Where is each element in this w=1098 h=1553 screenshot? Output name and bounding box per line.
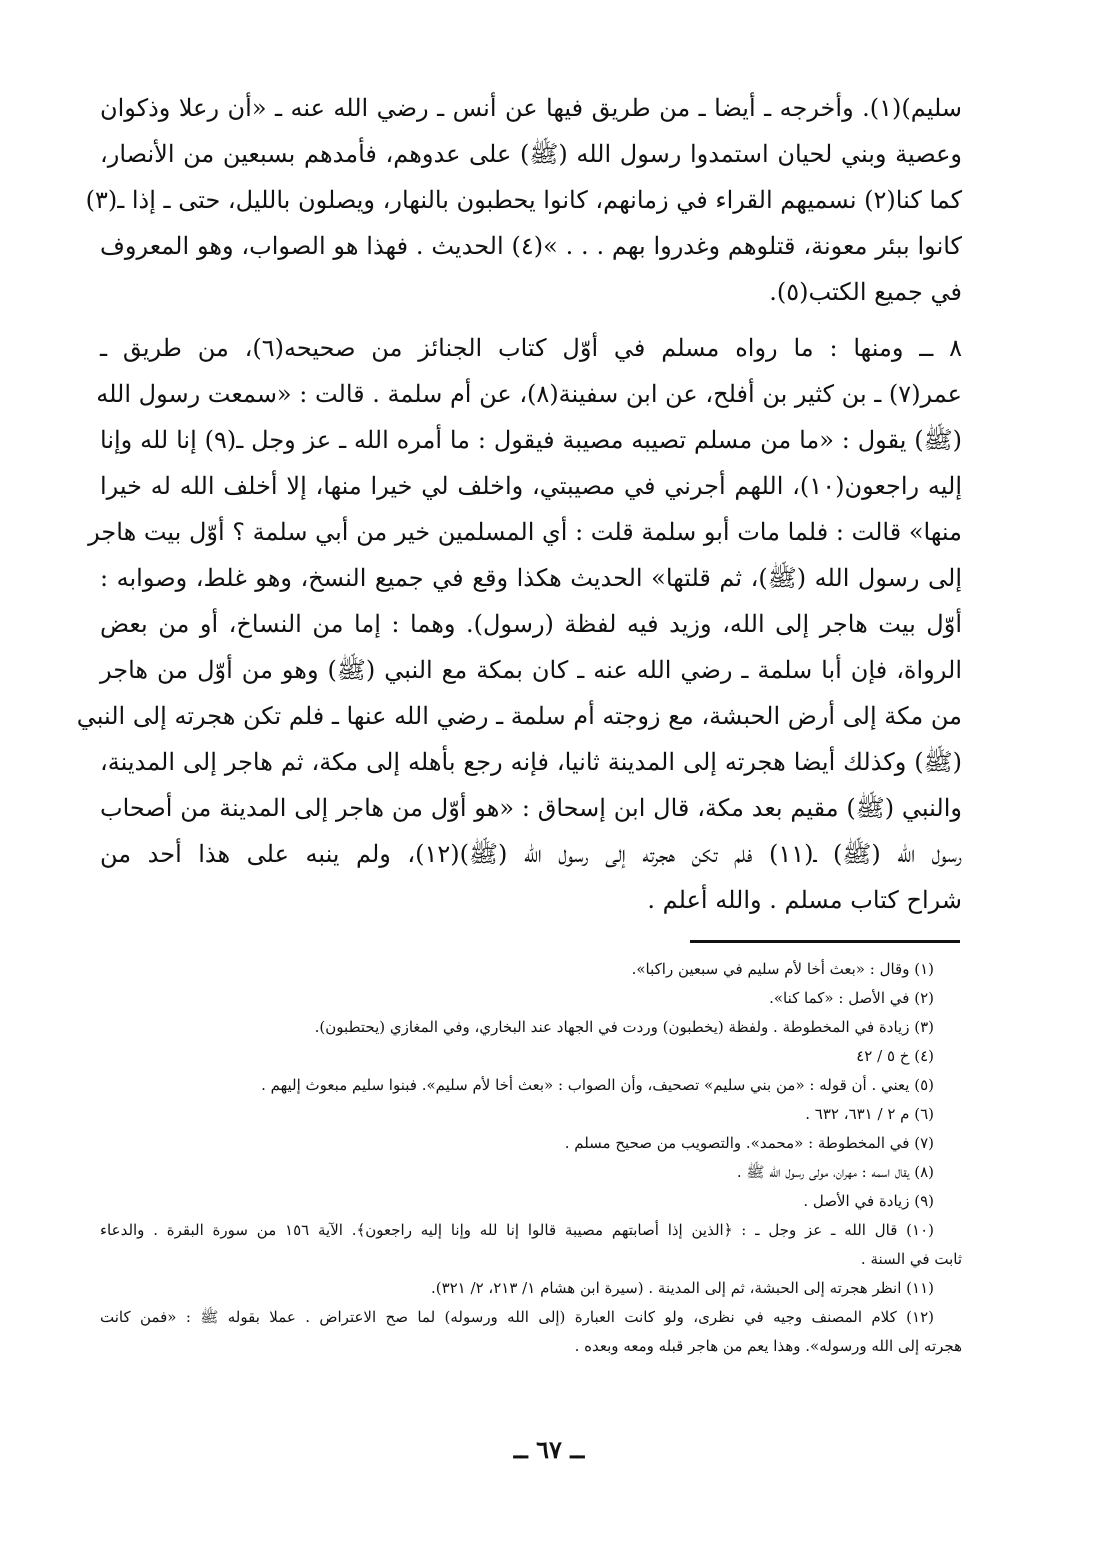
footnote: (٥) يعني . أن قوله : «من بني سليم» تصحيف، وأن الصواب : «بعث أخا لأم سليم». فبنوا سليم مبعوث إليهم .: [261, 1076, 934, 1094]
body-line: (ﷺ) وكذلك أيضا هجرته إلى المدينة ثانيا، فإنه رجع بأهله إلى مكة، ثم هاجر إلى المدينة،: [100, 748, 962, 776]
body-line: إليه راجعون(١٠)، اللهم أجرني في مصيبتي، واخلف لي خيرا منها، إلا أخلف الله له خيرا: [100, 472, 963, 500]
body-line: وعصية وبني لحيان استمدوا رسول الله (ﷺ) على عدوهم، فأمدهم بسبعين من الأنصار،: [100, 140, 962, 168]
body-line: في جميع الكتب(٥).: [769, 278, 962, 306]
footnote-continuation: هجرته إلى الله ورسوله». وهذا يعم من هاجر قبله ومعه وبعده .: [574, 1337, 962, 1355]
body-line: الرواة، فإن أبا سلمة ـ رضي الله عنه ـ كان بمكة مع النبي (ﷺ) وهو من أوّل من هاجر: [100, 656, 962, 684]
footnote: (١٠) قال الله ـ عز وجل ـ : ﴿الذين إذا أصابتهم مصيبة قالوا إنا لله وإنا إليه راجعون﴾. الآية ١٥٦ من سورة البقرة . والدعاء: [100, 1221, 934, 1239]
paragraph-gap: [100, 315, 962, 325]
footnotes: [100, 955, 962, 1361]
footnote-continuation: ثابت في السنة .: [860, 1250, 962, 1268]
footnote: (١١) انظر هجرته إلى الحبشة، ثم إلى المدينة . (سيرة ابن هشام ١/ ٢١٣، ٢/ ٣٢١).: [430, 1279, 934, 1297]
body-line: كما كنا(٢) نسميهم القراء في زمانهم، كانوا يحطبون بالنهار، ويصلون بالليل، حتى ـ إذا ـ(٣): [85, 186, 962, 214]
body-line: رسول الله (ﷺ) ـ(١١) فلم تكن هجرته إلى رسول الله (ﷺ)(١٢)، ولم ينبه على هذا أحد من: [100, 840, 962, 868]
body-line: والنبي (ﷺ) مقيم بعد مكة، قال ابن إسحاق : «هو أوّل من هاجر إلى المدينة من أصحاب: [100, 794, 962, 822]
footnote: (١٢) كلام المصنف وجيه في نظرى، ولو كانت العبارة (إلى الله ورسوله) لما صح الاعتراض . عملا بقوله ﷺ : «فمن كانت: [100, 1308, 934, 1326]
body-line: ٨ ــ ومنها : ما رواه مسلم في أوّل كتاب الجنائز من صحيحه(٦)، من طريق ـ: [100, 334, 962, 362]
body-line: عمر(٧) ـ بن كثير بن أفلح، عن ابن سفينة(٨)، عن أم سلمة . قالت : «سمعت رسول الله: [96, 380, 962, 408]
body-line: منها» قالت : فلما مات أبو سلمة قلت : أي المسلمين خير من أبي سلمة ؟ أوّل بيت هاجر: [88, 518, 962, 546]
footnote-separator: [690, 940, 960, 943]
main-text: [76, 85, 963, 923]
footnote: (٦) م ٢ / ٦٣١، ٦٣٢ .: [805, 1105, 934, 1123]
footnote: (٣) زيادة في المخطوطة . ولفظة (يخطبون) وردت في الجهاد عند البخاري، وفي المغازي (يحتطبون).: [314, 1018, 934, 1036]
footnote: (٢) في الأصل : «كما كنا».: [769, 989, 934, 1007]
body-line: (ﷺ) يقول : «ما من مسلم تصيبه مصيبة فيقول : ما أمره الله ـ عز وجل ـ(٩) إنا لله وإنا: [100, 426, 962, 454]
body-line: سليم)(١). وأخرجه ـ أيضا ـ من طريق فيها عن أنس ـ رضي الله عنه ـ «أن رعلا وذكوان: [100, 94, 962, 122]
body-line: من مكة إلى أرض الحبشة، مع زوجته أم سلمة ـ رضي الله عنها ـ فلم تكن هجرته إلى النبي: [76, 702, 962, 730]
footnote: (٨) يقال اسمه : مهران، مولى رسول الله ﷺ .: [736, 1163, 934, 1181]
page-number: ــ ٦٧ ــ: [513, 1435, 585, 1464]
body-line: كانوا ببئر معونة، قتلوهم وغدروا بهم . . . »(٤) الحديث . فهذا هو الصواب، وهو المعروف: [100, 232, 962, 260]
footnote: (٧) في المخطوطة : «محمد». والتصويب من صحيح مسلم .: [564, 1134, 934, 1152]
body-line: شراح كتاب مسلم . والله أعلم .: [647, 886, 962, 914]
footnote: (٩) زيادة في الأصل .: [803, 1192, 934, 1210]
footnote: (٤) خ ٥ / ٤٢: [856, 1047, 934, 1065]
body-line: إلى رسول الله (ﷺ)، ثم قلتها» الحديث هكذا وقع في جميع النسخ، وهو غلط، وصوابه :: [100, 564, 962, 592]
body-line: أوّل بيت هاجر إلى الله، وزيد فيه لفظة (رسول). وهما : إما من النساخ، أو من بعض: [100, 610, 962, 638]
footnote: (١) وقال : «بعث أخا لأم سليم في سبعين راكبا».: [631, 960, 934, 978]
